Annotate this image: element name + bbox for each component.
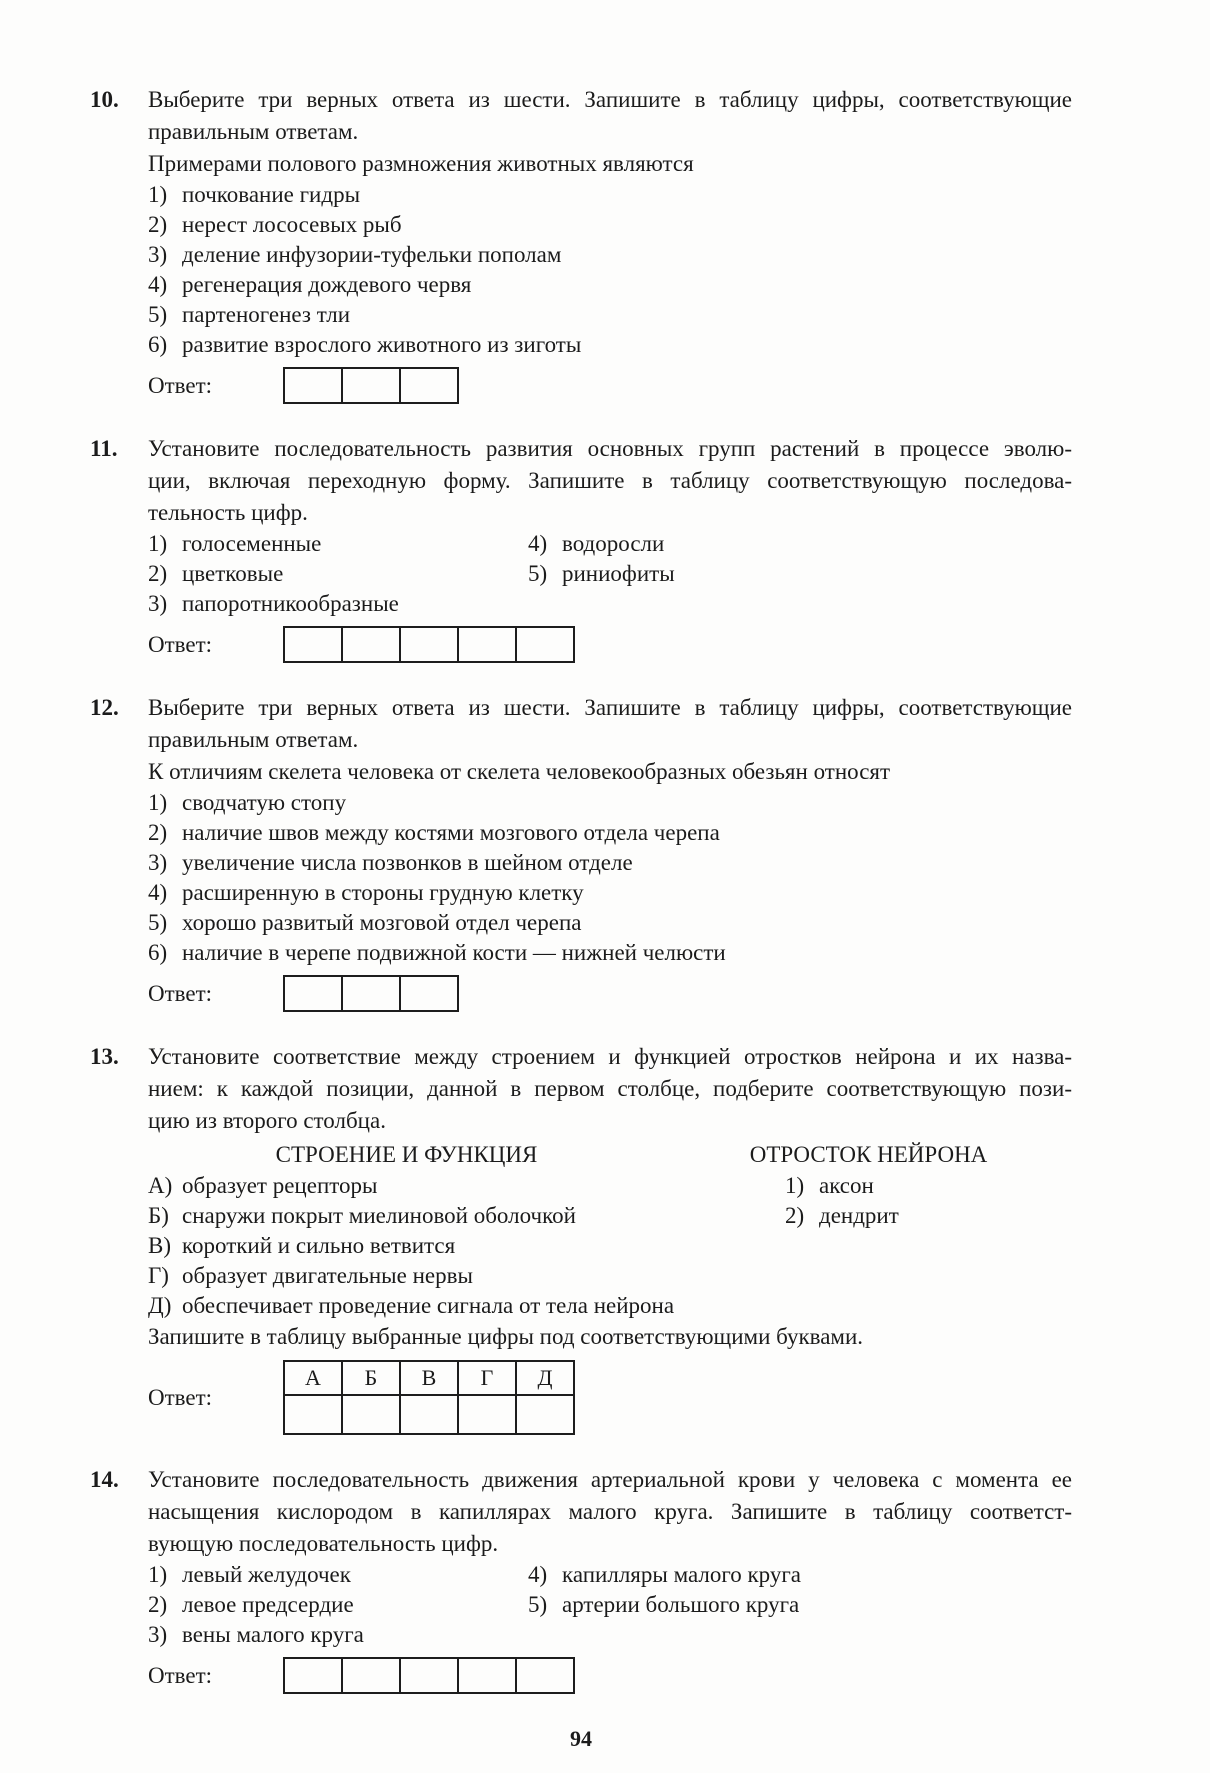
answer-grid-header: А [284,1361,342,1395]
option-text: почкование гидры [182,182,361,207]
item-letter: Д) [148,1293,172,1318]
answer-cell[interactable] [516,627,574,662]
intro-line: тельность цифр. [148,500,308,525]
item-letter: Б) [148,1203,169,1228]
option-row [148,788,1072,818]
left-column-header: СТРОЕНИЕ И ФУНКЦИЯ [275,1142,538,1167]
answer-grid [283,1360,575,1435]
intro-line: правильным ответам. [148,119,359,144]
option-number: 5) [528,1592,548,1617]
match-item-right [785,1201,899,1231]
answer-grid [283,367,459,404]
answer-cell[interactable] [284,1395,342,1434]
intro-line: насыщения кислородом в капиллярах малого круга. Запишите в таблицу соответст- [148,1499,1072,1524]
intro-line: Установите последовательность развития основных групп растений в процессе эволю- [148,436,1072,461]
option-number: 2) [148,561,168,586]
answer-cell[interactable] [342,627,400,662]
option-row [148,240,1072,270]
intro-line: цию из второго столбца. [148,1108,386,1133]
option-number: 6) [148,332,168,357]
option-number: 6) [148,940,168,965]
intro-line: Выберите три верных ответа из шести. Запишите в таблицу цифры, соответствующие [148,695,1072,720]
answer-cell[interactable] [516,1395,574,1434]
question-13 [90,1041,1072,1437]
option-text: наличие в черепе подвижной кости — нижней челюсти [182,940,726,965]
item-text: снаружи покрыт миелиновой оболочкой [182,1203,576,1228]
answer-cell[interactable] [458,1658,516,1693]
option-number: 5) [528,561,548,586]
question-11 [90,433,1072,665]
option-text: цветковые [182,561,284,586]
intro-line: вующую последовательность цифр. [148,1531,499,1556]
question-10 [90,84,1072,406]
answer-row [148,1657,1072,1694]
option-text: наличие швов между костями мозгового отдела черепа [182,820,720,845]
match-item-left [148,1231,1072,1261]
answer-label: Ответ: [148,372,213,398]
answer-label: Ответ: [148,980,213,1006]
answer-row [148,975,1072,1012]
match-items [148,1171,1072,1321]
question-stem: К отличиям скелета человека от скелета человекообразных обезьян относят [148,759,891,784]
answer-label: Ответ: [148,631,213,657]
answer-cell[interactable] [342,1395,400,1434]
option-row [148,300,1072,330]
option-row [148,589,1072,619]
option-number: 1) [148,531,168,556]
intro-line: ции, включая переходную форму. Запишите в таблицу соответствующую последова- [148,468,1072,493]
option-text: сводчатую стопу [182,790,347,815]
option-text: регенерация дождевого червя [182,272,472,297]
match-column-headers [148,1139,1072,1171]
question-12 [90,692,1072,1014]
option-number: 1) [148,790,168,815]
option-number: 3) [148,850,168,875]
option-row [148,878,1072,908]
option-number: 4) [148,880,168,905]
answer-cell[interactable] [284,976,342,1011]
intro-line: нием: к каждой позиции, данной в первом столбце, подберите соответствующую пози- [148,1076,1072,1101]
answer-cell[interactable] [400,1658,458,1693]
answer-grid-header: Г [458,1361,516,1395]
item-number: 2) [785,1203,805,1228]
option-text: капилляры малого круга [562,1562,801,1587]
option-text: расширенную в стороны грудную клетку [182,880,584,905]
option-row [148,908,1072,938]
option-row [148,559,1072,589]
question-number: 14. [90,1467,119,1492]
item-text: образует двигательные нервы [182,1263,473,1288]
option-text: деление инфузории-туфельки пополам [182,242,562,267]
option-row [148,270,1072,300]
answer-grid [283,975,459,1012]
match-items-right [785,1171,899,1231]
answer-cell[interactable] [342,1658,400,1693]
option-row [148,818,1072,848]
answer-cell[interactable] [400,368,458,403]
option-row [148,210,1072,240]
option-number: 1) [148,182,168,207]
instruction-line: Запишите в таблицу выбранные цифры под соответствующими буквами. [148,1324,864,1349]
answer-cell[interactable] [400,627,458,662]
item-letter: Г) [148,1263,169,1288]
answer-grid-header: Д [516,1361,574,1395]
option-number: 3) [148,591,168,616]
match-item-left [148,1261,1072,1291]
match-item-right [785,1171,899,1201]
option-number: 4) [528,1562,548,1587]
option-number: 4) [528,531,548,556]
item-text: короткий и сильно ветвится [182,1233,456,1258]
answer-grid [283,1657,575,1694]
option-number: 4) [148,272,168,297]
intro-line: Установите последовательность движения артериальной крови у человека с момента ее [148,1467,1072,1492]
item-letter: А) [148,1173,173,1198]
answer-label: Ответ: [148,1384,213,1410]
option-text: левое предсердие [182,1592,354,1617]
answer-row [148,626,1072,663]
option-text: развитие взрослого животного из зиготы [182,332,582,357]
match-item-left [148,1291,1072,1321]
answer-cell[interactable] [400,976,458,1011]
item-text: обеспечивает проведение сигнала от тела нейрона [182,1293,675,1318]
option-row [148,180,1072,210]
option-number: 1) [148,1562,168,1587]
option-number: 3) [148,242,168,267]
option-row [148,938,1072,968]
option-row [148,1620,1072,1650]
answer-row [148,1360,1072,1435]
option-number: 5) [148,302,168,327]
option-number: 2) [148,212,168,237]
option-text: нерест лососевых рыб [182,212,402,237]
option-text: левый желудочек [182,1562,351,1587]
option-text: вены малого круга [182,1622,364,1647]
answer-cell[interactable] [284,368,342,403]
option-text: водоросли [562,531,665,556]
option-number: 2) [148,820,168,845]
item-text: образует рецепторы [182,1173,378,1198]
answer-label: Ответ: [148,1662,213,1688]
option-text: увеличение числа позвонков в шейном отделе [182,850,633,875]
option-text: партеногенез тли [182,302,351,327]
option-row [148,1590,1072,1620]
item-text: аксон [819,1173,874,1198]
answer-grid-header: Б [342,1361,400,1395]
answer-grid-header: В [400,1361,458,1395]
answer-cell[interactable] [458,1395,516,1434]
answer-cell[interactable] [400,1395,458,1434]
option-text: хорошо развитый мозговой отдел черепа [182,910,582,935]
intro-line: правильным ответам. [148,727,359,752]
question-14 [90,1464,1072,1696]
match-item-left [148,1171,1072,1201]
option-number: 2) [148,1592,168,1617]
question-number: 13. [90,1044,119,1069]
option-text: риниофиты [562,561,675,586]
intro-line: Установите соответствие между строением и функцией отростков нейрона и их назва- [148,1044,1072,1069]
question-number: 10. [90,87,119,112]
answer-cell[interactable] [284,627,342,662]
intro-line: Выберите три верных ответа из шести. Запишите в таблицу цифры, соответствующие [148,87,1072,112]
match-item-left [148,1201,1072,1231]
answer-cell[interactable] [342,976,400,1011]
answer-row [148,367,1072,404]
option-text: голосеменные [182,531,322,556]
right-column-header: ОТРОСТОК НЕЙРОНА [749,1142,988,1167]
option-row [148,330,1072,360]
answer-grid [283,626,575,663]
question-number: 12. [90,695,119,720]
option-number: 5) [148,910,168,935]
question-number: 11. [90,436,118,461]
answer-cell[interactable] [284,1658,342,1693]
option-text: папоротникообразные [182,591,399,616]
item-text: дендрит [819,1203,899,1228]
option-text: артерии большого круга [562,1592,800,1617]
answer-cell[interactable] [342,368,400,403]
option-row [148,529,1072,559]
item-letter: В) [148,1233,171,1258]
page-number: 94 [570,1726,592,1751]
option-number: 3) [148,1622,168,1647]
answer-cell[interactable] [516,1658,574,1693]
answer-cell[interactable] [458,627,516,662]
option-row [148,848,1072,878]
question-stem: Примерами полового размножения животных являются [148,151,694,176]
option-row [148,1560,1072,1590]
item-number: 1) [785,1173,805,1198]
